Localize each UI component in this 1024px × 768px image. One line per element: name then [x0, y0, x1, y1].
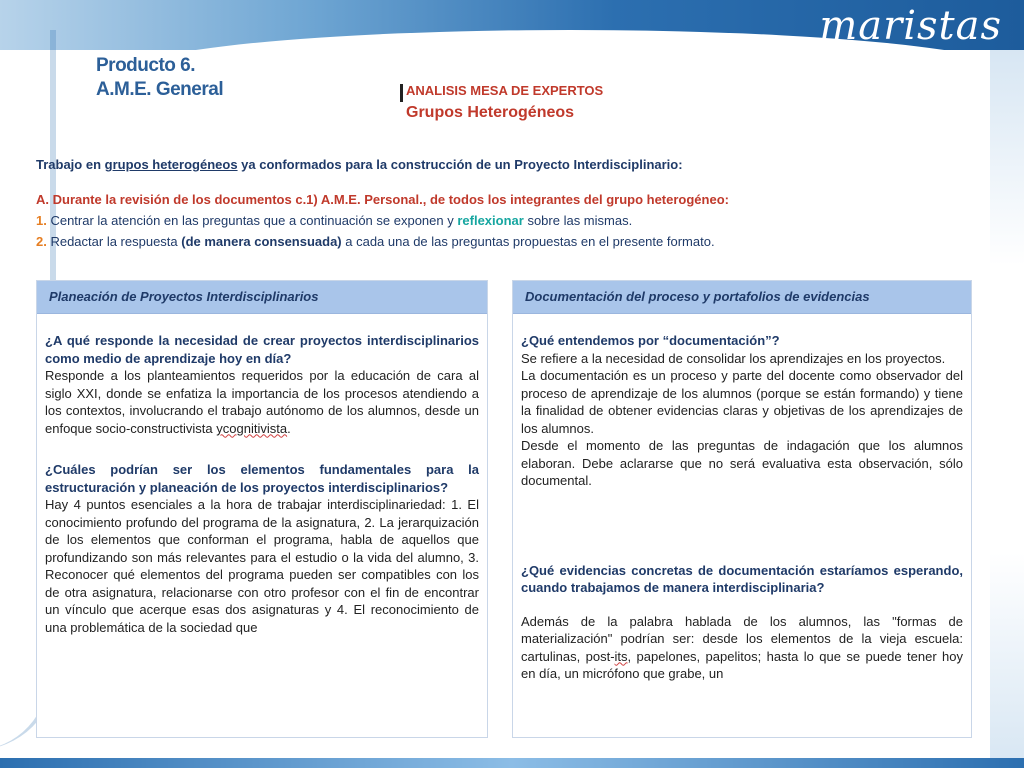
instructions-lead: Trabajo en grupos heterogéneos ya conformados para la construcción de un Proyecto Interdisciplinario: — [36, 157, 683, 172]
planning-panel — [36, 280, 488, 738]
question-2: ¿Cuáles podrían ser los elementos fundamentales para la estructuración y planeación de los proyectos interdisciplinarios? — [45, 462, 479, 495]
decorative-side-bar — [990, 50, 1024, 768]
page-title — [96, 54, 223, 102]
documentation-panel — [512, 280, 972, 738]
question-2: ¿Qué evidencias concretas de documentación estaríamos esperando, cuando trabajamos de manera interdisciplinaria? — [521, 562, 963, 595]
answer-1: Responde a los planteamientos requeridos por la educación de cara al siglo XXI, donde se enfatiza la importancia de los procesos atendiendo a los contextos, involucrando el trabajo autónomo de los alumnos, desde un enfoque socio-constructivista ycognitivista. — [45, 368, 479, 436]
underlined-term: grupos heterogéneos — [104, 157, 238, 172]
planning-panel-heading: Planeación de Proyectos Interdisciplinarios — [37, 281, 487, 314]
bottom-band — [0, 758, 1024, 768]
question-1: ¿A qué responde la necesidad de crear proyectos interdisciplinarios como medio de aprendizaje hoy en día? — [45, 333, 479, 366]
answer-2: Además de la palabra hablada de los alumnos, las "formas de materialización" podrían ser: desde los elementos de la vieja escuela: cartulinas, post-its, papelones, papelitos; hasta lo que se puede tener hoy en día, un micrófono que grabe, un — [521, 613, 963, 681]
step-2: 2. Redactar la respuesta (de manera consensuada) a cada una de las preguntas propuestas en el presente formato. — [36, 234, 715, 249]
answer-1a: Se refiere a la necesidad de consolidar los aprendizajes en los proyectos. — [521, 350, 946, 366]
documentation-panel-heading: Documentación del proceso y portafolios de evidencias — [513, 281, 971, 314]
planning-panel-body — [37, 314, 487, 636]
answer-2: Hay 4 puntos esenciales a la hora de trabajar interdisciplinariedad: 1. El conocimiento profundo del programa de la asignatura, 2. La jerarquización de los elementos que conforman el programa, habla de aquellos que profundizando son más relevantes para el estudio o la vida del alumno, 3. Reconocer qué elementos del programa pueden ser compatibles con los de otra asignatura, relacionarse con otro profesor con el fin de encontrar un vínculo que acerque esas dos asignaturas y 4. El reconocimiento de una problemática de la sociedad que — [45, 497, 479, 635]
title-line-2: A.M.E. General — [96, 79, 224, 100]
spellcheck-flag: ycognitivista — [216, 420, 288, 436]
maristas-logo: maristas — [819, 3, 1002, 49]
spellcheck-flag: its — [614, 648, 628, 664]
step-1: 1. Centrar la atención en las preguntas que a continuación se exponen y reflexionar sobre las mismas. — [36, 213, 633, 228]
document-kicker: ANALISIS MESA DE EXPERTOS — [406, 83, 604, 98]
instructions — [36, 155, 926, 251]
documentation-panel-body — [513, 314, 971, 683]
document-subtitle: Grupos Heterogéneos — [406, 104, 575, 121]
question-1: ¿Qué entendemos por “documentación”? — [521, 333, 780, 348]
answer-1c: Desde el momento de las preguntas de indagación que los alumnos elaboran. Debe aclararse que no será evaluativa esta observación, sólo documental. — [521, 438, 963, 488]
text-cursor — [400, 84, 403, 102]
section-a-heading: A. Durante la revisión de los documentos c.1) A.M.E. Personal., de todos los integrantes del grupo heterogéneo: — [36, 192, 729, 207]
document-header — [400, 80, 630, 124]
header-band — [0, 0, 1024, 50]
answer-1b: La documentación es un proceso y parte del docente como observador del proceso de aprendizaje de los alumnos (porque se están formando) y tiene la finalidad de obtener evidencias claras y objetivas de los aprendizajes de los alumnos. — [521, 368, 963, 436]
title-line-1: Producto 6. — [96, 55, 196, 76]
